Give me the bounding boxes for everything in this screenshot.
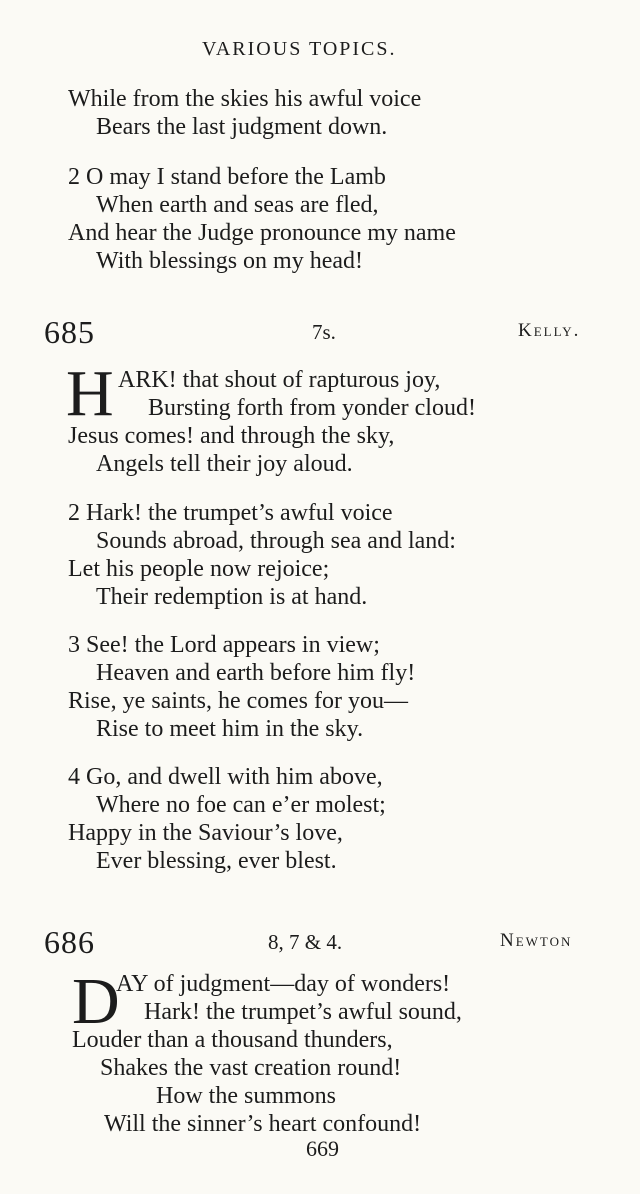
drop-cap: H (66, 357, 114, 430)
verse-line: 2 Hark! the trumpet’s awful voice (68, 500, 393, 526)
verse-line: Hark! the trumpet’s awful sound, (144, 999, 462, 1025)
hymn-meter: 7s. (312, 320, 336, 344)
page-number: 669 (306, 1136, 339, 1161)
verse-line: Let his people now rejoice; (68, 556, 330, 582)
verse-line: And hear the Judge pronounce my name (68, 220, 456, 246)
verse-line: Ever blessing, ever blest. (96, 848, 337, 874)
hymn-tune: Kelly. (518, 320, 581, 341)
verse-line: Rise to meet him in the sky. (96, 716, 364, 742)
verse-line: Happy in the Saviour’s love, (68, 820, 343, 846)
verse-line: Their redemption is at hand. (96, 584, 368, 610)
verse-line: When earth and seas are fled, (96, 192, 379, 218)
verse-line: Rise, ye saints, he comes for you— (68, 688, 408, 714)
verse-line: With blessings on my head! (96, 248, 363, 274)
verse-line: Jesus comes! and through the sky, (68, 423, 395, 449)
verse-line: AY of judgment—day of wonders! (116, 971, 451, 997)
verse-line: Louder than a thousand thunders, (72, 1027, 393, 1053)
verse-line: Where no foe can e’er molest; (96, 792, 386, 818)
hymn-tune: Newton (500, 930, 573, 951)
running-header: VARIOUS TOPICS. (202, 38, 397, 60)
verse-line: ARK! that shout of rapturous joy, (118, 367, 441, 393)
verse-line: Angels tell their joy aloud. (96, 451, 353, 477)
hymn-meter: 8, 7 & 4. (268, 930, 343, 954)
verse-line: Heaven and earth before him fly! (96, 660, 416, 686)
verse-line: Shakes the vast creation round! (100, 1055, 402, 1081)
verse-line: Will the sinner’s heart confound! (104, 1111, 422, 1137)
drop-cap: D (72, 965, 120, 1038)
verse-line: Bursting forth from yonder cloud! (148, 395, 476, 421)
hymn-number: 685 (44, 314, 95, 350)
verse-line: 3 See! the Lord appears in view; (68, 632, 380, 658)
verse-line: Bears the last judgment down. (96, 114, 388, 140)
verse-line: Sounds abroad, through sea and land: (96, 528, 456, 554)
hymn-number: 686 (44, 924, 95, 960)
verse-line: How the summons (156, 1083, 336, 1109)
verse-line: 4 Go, and dwell with him above, (68, 764, 383, 790)
verse-line: 2 O may I stand before the Lamb (68, 164, 386, 190)
verse-line: While from the skies his awful voice (68, 86, 422, 112)
